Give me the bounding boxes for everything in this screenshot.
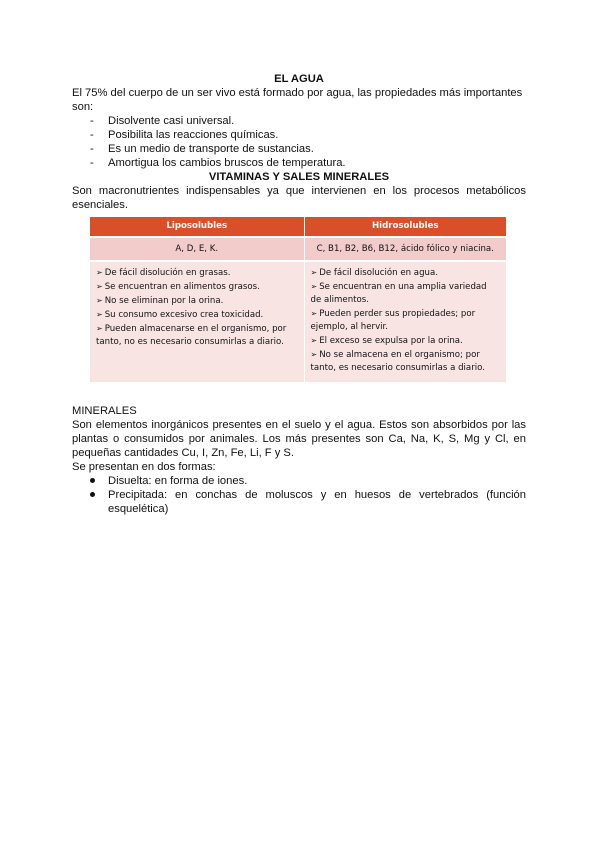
header-hidrosolubles: Hidrosolubles <box>304 217 506 237</box>
arrow-icon: ➢ <box>96 268 103 277</box>
properties-hidrosolubles <box>304 261 506 382</box>
bullet-icon <box>90 478 95 483</box>
minerales-text: Son elementos inorgánicos presentes en el suelo y el agua. Estos son absorbidos por las plantas o consumidos por animales. Los más presentes son Ca, Na, K, S, Mg y Cl, en pequeñas cantidades Cu, I, Zn, Fe, Li, F y S. <box>72 419 526 459</box>
minerales-forms-intro: Se presentan en dos formas: <box>72 461 216 473</box>
arrow-icon: ➢ <box>96 296 103 305</box>
properties-liposolubles <box>90 261 304 382</box>
list-item: - Posibilita las reacciones químicas. <box>90 129 279 141</box>
arrow-icon: ➢ <box>310 350 318 359</box>
examples-hidrosolubles: C, B1, B2, B6, B12, ácido fólico y niacina. <box>304 237 506 261</box>
arrow-icon: ➢ <box>310 309 318 318</box>
property-item: ➢ No se eliminan por la orina. <box>96 296 224 306</box>
property-item: ➢ Pueden perder sus propiedades; por ejemplo, al hervir. <box>310 309 476 332</box>
section-title-vitaminas: VITAMINAS Y SALES MINERALES <box>208 171 390 183</box>
arrow-icon: ➢ <box>310 268 318 277</box>
property-item: ➢ De fácil disolución en grasas. <box>96 268 231 278</box>
list-item: - Es un medio de transporte de sustancias. <box>90 143 314 155</box>
property-item: ➢ Se encuentran en una amplia variedad de alimentos. <box>310 282 487 305</box>
arrow-icon: ➢ <box>96 324 103 333</box>
agua-properties-list <box>72 114 526 170</box>
list-item: - Amortigua los cambios bruscos de temperatura. <box>90 157 346 169</box>
property-item: ➢ Su consumo excesivo crea toxicidad. <box>96 310 264 320</box>
list-item: - Disolvente casi universal. <box>90 115 235 127</box>
property-item: ➢ Se encuentran en alimentos grasos. <box>96 282 260 292</box>
list-item: Disuelta: en forma de iones. <box>72 474 526 488</box>
agua-intro: El 75% del cuerpo de un ser vivo está formado por agua, las propiedades más importantes son: <box>72 87 523 113</box>
arrow-icon: ➢ <box>96 282 103 291</box>
section-title-agua: EL AGUA <box>274 73 324 85</box>
header-liposolubles: Liposolubles <box>90 217 304 237</box>
property-item: ➢ El exceso se expulsa por la orina. <box>310 336 463 346</box>
property-item: ➢ De fácil disolución en agua. <box>310 268 438 278</box>
property-item: ➢ No se almacena en el organismo; por tanto, es necesario consumirlas a diario. <box>310 350 485 373</box>
bullet-icon <box>90 492 95 497</box>
minerales-forms-list <box>72 474 526 516</box>
vitaminas-intro: Son macronutrientes indispensables ya que intervienen en los procesos metabólicos esenciales. <box>72 185 526 211</box>
arrow-icon: ➢ <box>310 282 318 291</box>
arrow-icon: ➢ <box>96 310 103 319</box>
arrow-icon: ➢ <box>310 336 318 345</box>
vitamins-table <box>90 217 506 382</box>
document-content <box>72 72 526 516</box>
list-item: Precipitada: en conchas de moluscos y en huesos de vertebrados (función esquelética) <box>72 488 526 516</box>
examples-liposolubles: A, D, E, K. <box>90 237 304 261</box>
property-item: ➢ Pueden almacenarse en el organismo, por tanto, no es necesario consumirlas a diario. <box>96 324 287 347</box>
section-title-minerales: MINERALES <box>72 405 137 417</box>
